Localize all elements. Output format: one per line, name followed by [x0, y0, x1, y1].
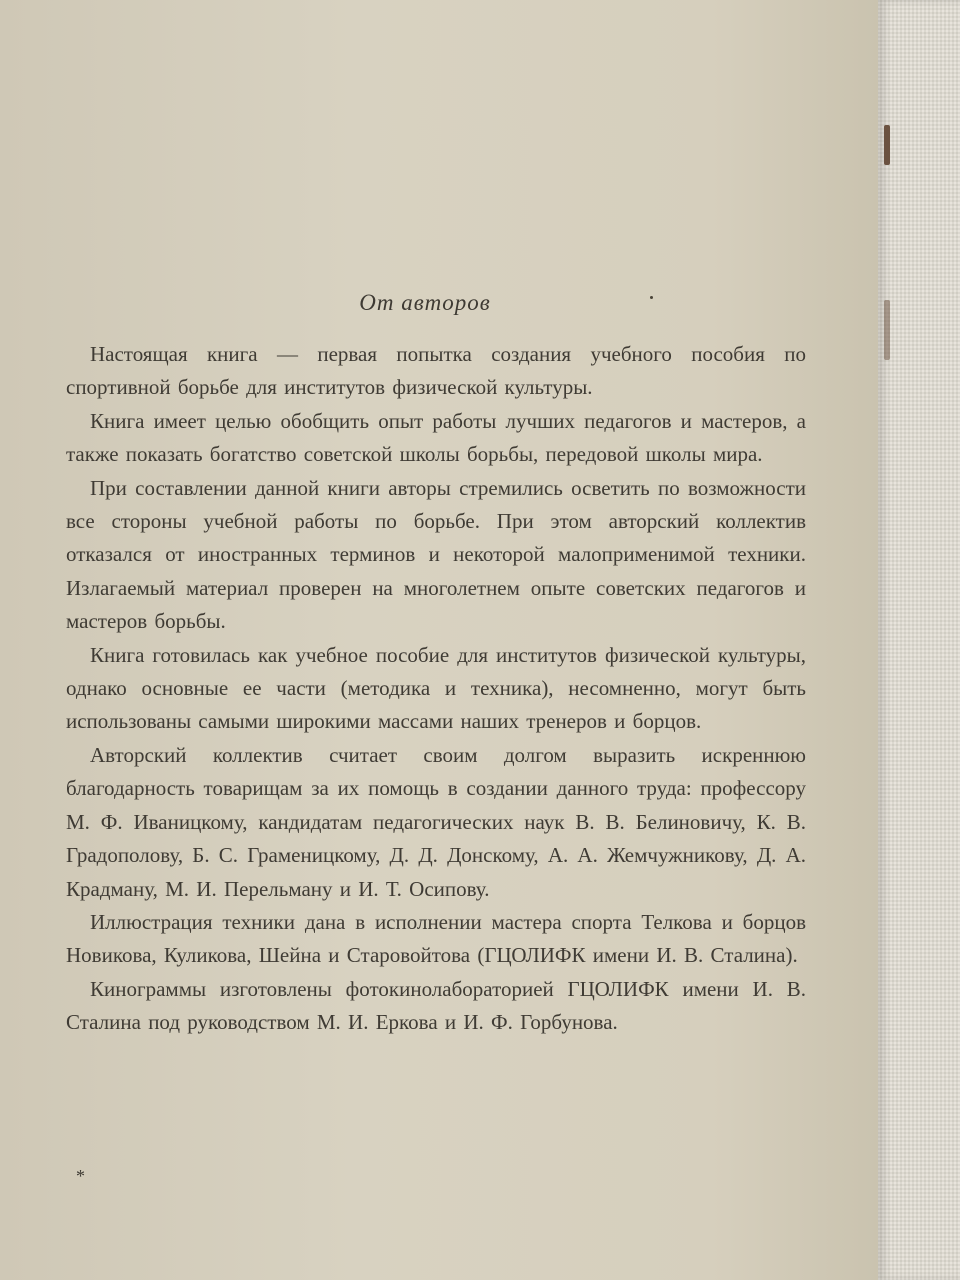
- paragraph: Книга имеет целью обобщить опыт работы лучших педагогов и мастеров, а также показать богатство советской школы борьбы, передовой школы мира.: [66, 408, 806, 467]
- paragraph: Иллюстрация техники дана в исполнении мастера спорта Телкова и борцов Новикова, Куликова, Шейна и Старовойтова (ГЦОЛИФК имени И. В. Сталина).: [66, 909, 806, 968]
- paragraph: При составлении данной книги авторы стремились осветить по возможности все стороны учебной работы по борьбе. При этом авторский коллектив отказался от иностранных терминов и некоторой малоприменимой техники. Излагаемый материал проверен на многолетнем опыте советских педагогов и мастеров борьбы.: [66, 475, 806, 634]
- paragraph: Авторский коллектив считает своим долгом выразить искреннюю благодарность товарищам за их помощь в создании данного труда: профессору М. Ф. Иваницкому, кандидатам педагогических наук В. В. Белиновичу, К. В. Градополову, Б. С. Граменицкому, Д. Д. Донскому, А. А. Жемчужникову, Д. А. Крадману, М. И. Перельману и И. Т. Осипову.: [66, 742, 806, 901]
- background-cloth: [878, 0, 960, 1280]
- paragraph: Настоящая книга — первая попытка создания учебного пособия по спортивной борьбе для институтов физической культуры.: [66, 342, 806, 400]
- section-heading: От авторов: [359, 290, 491, 315]
- page-edge-stain: [884, 300, 890, 360]
- page-edge-stain: [884, 125, 890, 165]
- document-body: [66, 338, 806, 1040]
- paragraph: Кинограммы изготовлены фотокинолабораторией ГЦОЛИФК имени И. В. Сталина под руководством М. И. Еркова и И. Ф. Горбунова.: [66, 976, 806, 1035]
- paragraph: Книга готовилась как учебное пособие для институтов физической культуры, однако основные ее части (методика и техника), несомненно, могут быть использованы самыми широкими массами наших тренеров и борцов.: [66, 642, 806, 734]
- footer-asterisk: *: [76, 1166, 85, 1186]
